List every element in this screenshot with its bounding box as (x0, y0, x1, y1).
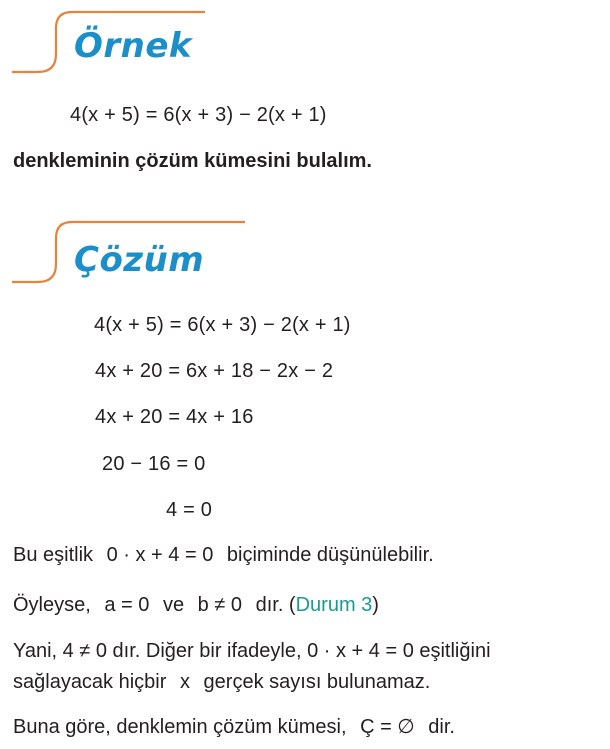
solution-step-1: 4(x + 5) = 6(x + 3) − 2(x + 1) (94, 314, 351, 336)
explanation-line-1 (13, 540, 434, 571)
solution-set: Ç = ∅ (360, 716, 415, 738)
line1-expr: 0 · x + 4 = 0 (106, 544, 214, 566)
solution-step-2: 4x + 20 = 6x + 18 − 2x − 2 (95, 360, 334, 382)
line2-b-expr: b ≠ 0 (197, 594, 243, 616)
line2-dir: dır. ( (255, 594, 296, 616)
example-header (0, 0, 260, 80)
example-title: Örnek (74, 26, 193, 66)
explanation-line-2 (13, 590, 379, 621)
line1-pre: Bu eşitlik (13, 544, 94, 566)
solution-step-5: 4 = 0 (166, 499, 213, 521)
line1-post: biçiminde düşünülebilir. (226, 544, 434, 566)
solution-step-4: 20 − 16 = 0 (102, 453, 206, 475)
line4-pre: Buna göre, denklemin çözüm kümesi, (13, 716, 347, 738)
solution-title: Çözüm (74, 240, 205, 280)
example-prompt: denkleminin çözüm kümesini bulalım. (13, 150, 372, 172)
line4-post: dir. (428, 716, 455, 738)
line2-a-expr: a = 0 (104, 594, 150, 616)
line2-close: ) (372, 594, 379, 616)
example-equation: 4(x + 5) = 6(x + 3) − 2(x + 1) (70, 104, 327, 126)
solution-step-3: 4x + 20 = 4x + 16 (95, 406, 254, 428)
line3b-post: gerçek sayısı bulunamaz. (203, 671, 431, 693)
case-reference: Durum 3 (295, 594, 373, 616)
explanation-line-4 (13, 712, 455, 743)
line2-pre: Öyleyse, (13, 594, 91, 616)
line3b-pre: sağlayacak hiçbir (13, 671, 167, 693)
line2-ve: ve (162, 594, 185, 616)
solution-header (0, 210, 260, 290)
line3b-var: x (179, 671, 190, 693)
explanation-line-3b (13, 667, 430, 698)
explanation-line-3a: Yani, 4 ≠ 0 dır. Diğer bir ifadeyle, 0 · x + 4 = 0 eşitliğini (13, 640, 491, 662)
